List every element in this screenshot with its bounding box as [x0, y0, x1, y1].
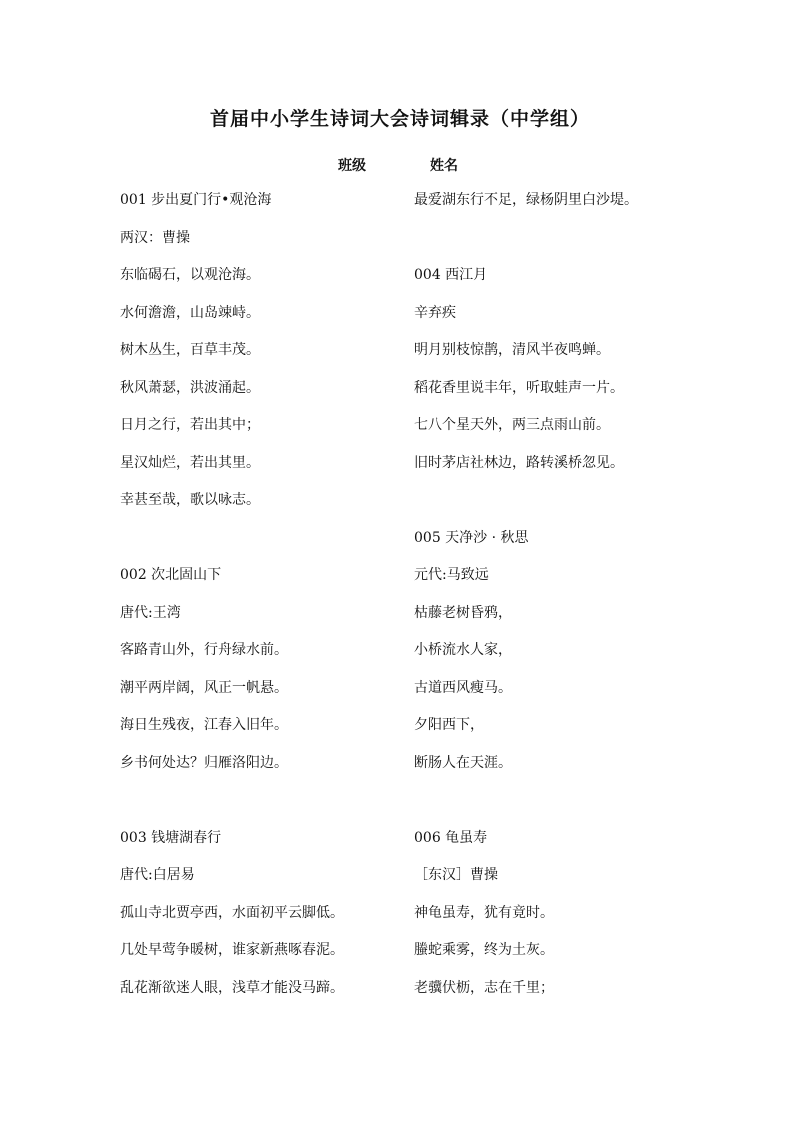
document-title: 首届中小学生诗词大会诗词辑录（中学组） [209, 108, 590, 130]
poem-line: 乱花渐欲迷人眼，浅草才能没马蹄。 [120, 979, 344, 996]
poem-author: ［东汉］曹操 [414, 867, 498, 883]
poem-title: 003 钱塘湖春行 [120, 829, 222, 846]
poem-line: 旧时茅店社林边，路转溪桥忽见。 [414, 454, 624, 471]
poem-title: 006 龟虽寿 [414, 829, 488, 846]
poem-line: 夕阳西下， [414, 717, 484, 733]
poem-line: 星汉灿烂，若出其里。 [120, 454, 260, 471]
poem-line: 古道西风瘦马。 [414, 679, 512, 696]
poem-line: 幸甚至哉，歌以咏志。 [120, 492, 260, 508]
poem-line: 小桥流水人家， [414, 642, 512, 658]
poem-author: 辛弃疾 [414, 304, 456, 321]
poem-line: 七八个星天外，两三点雨山前。 [414, 417, 610, 433]
poem-line: 明月别枝惊鹊，清风半夜鸣蝉。 [414, 342, 610, 358]
poem-line: 断肠人在天涯。 [414, 754, 512, 771]
name-label: 姓名 [430, 158, 458, 174]
left-column [120, 190, 420, 1015]
poem-author: 元代:马致远 [414, 567, 489, 583]
poem-line: 客路青山外，行舟绿水前。 [120, 642, 288, 658]
poem-author: 唐代:白居易 [120, 867, 195, 883]
poem-author: 两汉：曹操 [120, 229, 190, 246]
poem-line: 乡书何处达？归雁洛阳边。 [120, 754, 288, 771]
poem-line: 树木丛生，百草丰茂。 [120, 342, 260, 358]
poem-title: 005 天净沙 · 秋思 [414, 529, 529, 546]
poem-line: 秋风萧瑟，洪波涌起。 [120, 379, 260, 396]
poem-line: 海日生残夜，江春入旧年。 [120, 717, 288, 733]
poem-line: 最爱湖东行不足，绿杨阴里白沙堤。 [414, 192, 638, 208]
poem-line: 老骥伏枥，志在千里； [414, 979, 554, 996]
poem-line: 东临碣石，以观沧海。 [120, 267, 260, 283]
poem-line: 潮平两岸阔，风正一帆悬。 [120, 679, 288, 696]
right-column [414, 190, 714, 1015]
poem-line: 孤山寺北贾亭西，水面初平云脚低。 [120, 904, 344, 921]
poem-line: 神龟虽寿，犹有竟时。 [414, 904, 554, 921]
poem-line: 几处早莺争暖树，谁家新燕啄春泥。 [120, 942, 344, 958]
poem-line: 稻花香里说丰年，听取蛙声一片。 [414, 379, 624, 396]
poem-title: 002 次北固山下 [120, 567, 222, 583]
poem-title: 001 步出夏门行•观沧海 [120, 192, 272, 208]
poem-line: 螣蛇乘雾，终为土灰。 [414, 942, 554, 958]
class-label: 班级 [338, 158, 366, 174]
poem-title: 004 西江月 [414, 267, 488, 283]
poem-line: 水何澹澹，山岛竦峙。 [120, 304, 260, 321]
poem-line: 枯藤老树昏鸦， [414, 604, 512, 621]
poem-author: 唐代:王湾 [120, 604, 181, 621]
poem-line: 日月之行，若出其中； [120, 417, 260, 433]
